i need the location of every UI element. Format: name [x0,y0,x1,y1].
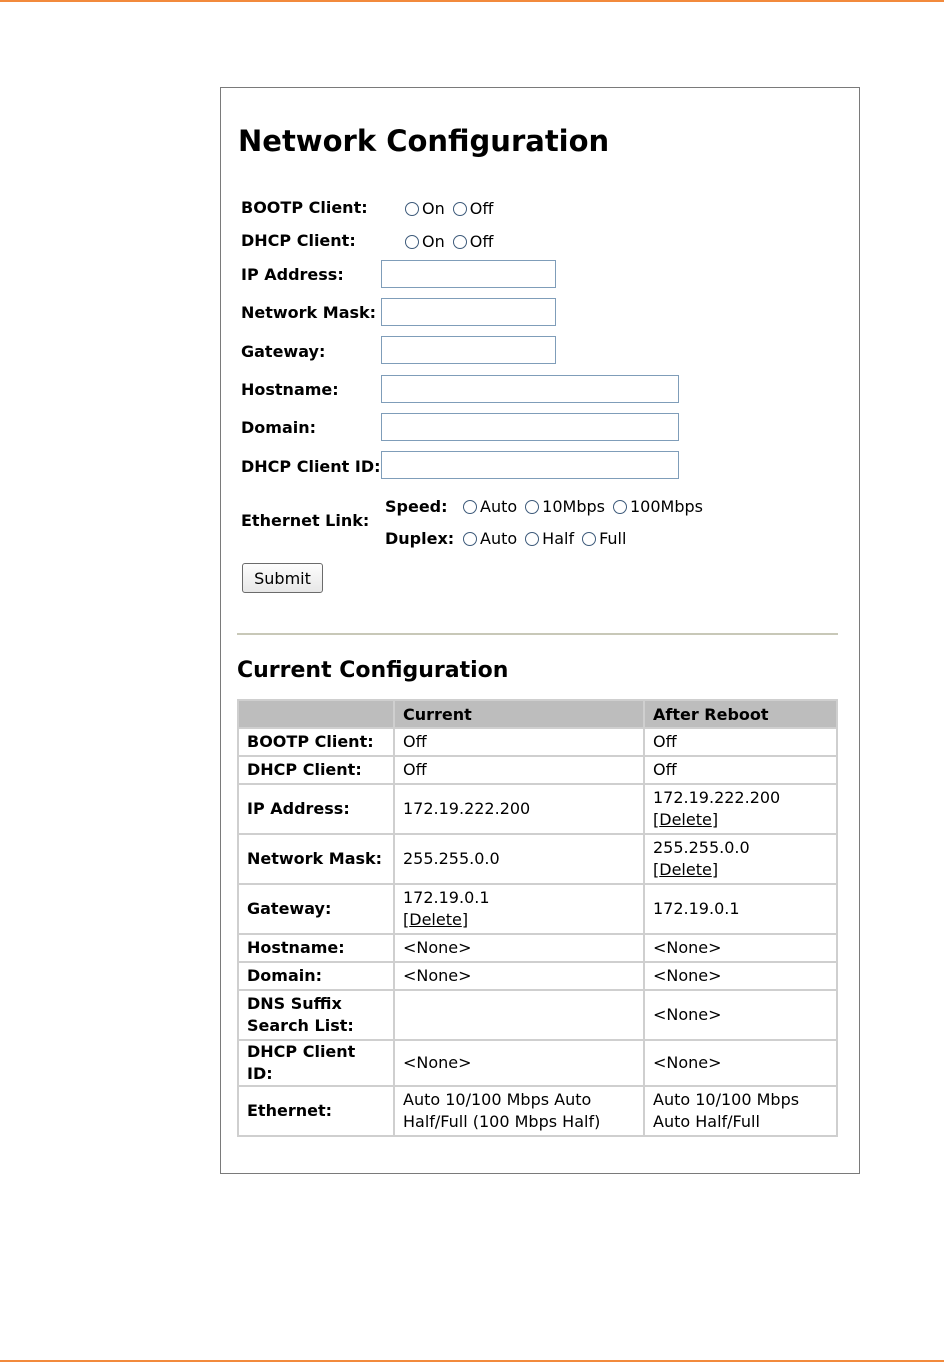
delete-mask-after-link[interactable]: Delete [659,860,712,879]
config-panel [220,87,860,1174]
speed-100mbps-radio[interactable] [613,500,627,514]
table-row: Gateway: 172.19.0.1 [Delete] 172.19.0.1 [238,884,837,934]
duplex-half-radio[interactable] [525,532,539,546]
section-divider [237,633,838,635]
current-config-title: Current Configuration [237,658,509,683]
hostname-label: Hostname: [241,379,339,399]
top-rule [0,0,944,2]
gateway-label: Gateway: [241,341,326,361]
header-after-reboot: After Reboot [644,700,837,728]
ethernet-link-label: Ethernet Link: [241,511,370,530]
ip-address-label: IP Address: [241,264,344,284]
gateway-input[interactable] [381,336,556,364]
hostname-input[interactable] [381,375,679,403]
bootp-off-radio[interactable] [453,202,467,216]
current-config-table [237,699,838,1137]
bootp-row [241,194,494,220]
table-row: DNS Suffix Search List: <None> [238,990,837,1040]
duplex-label: Duplex: [385,529,455,548]
table-row: DHCP Client ID: <None> <None> [238,1040,837,1086]
table-row: Network Mask: 255.255.0.0 255.255.0.0 [Delete] [238,834,837,884]
duplex-auto-radio[interactable] [463,532,477,546]
bottom-rule [0,1360,944,1362]
speed-10mbps-option[interactable]: 10Mbps [525,497,605,516]
duplex-radio-group [385,529,634,548]
dhcp-off-radio[interactable] [453,235,467,249]
network-mask-row [241,299,376,325]
bootp-label: BOOTP Client: [241,197,368,217]
speed-radio-group [385,497,711,516]
dhcp-client-id-label: DHCP Client ID: [241,456,381,476]
table-header-row [238,700,837,728]
dhcp-client-id-row [241,453,381,479]
delete-gateway-current-link[interactable]: Delete [409,910,462,929]
bootp-on-radio[interactable] [405,202,419,216]
dhcp-client-id-input[interactable] [381,451,679,479]
domain-row [241,414,316,440]
domain-label: Domain: [241,417,317,437]
table-row: Hostname: <None> <None> [238,934,837,962]
page-title: Network Configuration [238,124,610,158]
submit-button[interactable]: Submit [242,563,323,593]
header-blank [238,700,394,728]
bootp-off-option[interactable]: Off [453,199,494,218]
dhcp-row [241,227,494,253]
ip-address-input[interactable] [381,260,556,288]
table-row: BOOTP Client: Off Off [238,728,837,756]
duplex-half-option[interactable]: Half [525,529,574,548]
table-row: Domain: <None> <None> [238,962,837,990]
gateway-row [241,338,325,364]
hostname-row [241,376,339,402]
dhcp-on-option[interactable]: On [405,232,445,251]
duplex-full-radio[interactable] [582,532,596,546]
dhcp-radio-group [405,232,501,251]
table-row: DHCP Client: Off Off [238,756,837,784]
duplex-auto-option[interactable]: Auto [463,529,517,548]
table-row: Ethernet: Auto 10/100 Mbps Auto Half/Full (100 Mbps Half) Auto 10/100 Mbps Auto Half/Full [238,1086,837,1136]
ip-address-row [241,261,344,287]
duplex-full-option[interactable]: Full [582,529,626,548]
bootp-on-option[interactable]: On [405,199,445,218]
dhcp-label: DHCP Client: [241,230,356,250]
dhcp-on-radio[interactable] [405,235,419,249]
speed-10mbps-radio[interactable] [525,500,539,514]
network-mask-label: Network Mask: [241,302,377,322]
speed-label: Speed: [385,497,448,516]
delete-ip-after-link[interactable]: Delete [659,810,712,829]
header-current: Current [394,700,644,728]
table-row: IP Address: 172.19.222.200 172.19.222.200 [Delete] [238,784,837,834]
dhcp-off-option[interactable]: Off [453,232,494,251]
speed-100mbps-option[interactable]: 100Mbps [613,497,703,516]
bootp-radio-group [405,199,501,218]
speed-auto-radio[interactable] [463,500,477,514]
speed-auto-option[interactable]: Auto [463,497,517,516]
domain-input[interactable] [381,413,679,441]
network-mask-input[interactable] [381,298,556,326]
